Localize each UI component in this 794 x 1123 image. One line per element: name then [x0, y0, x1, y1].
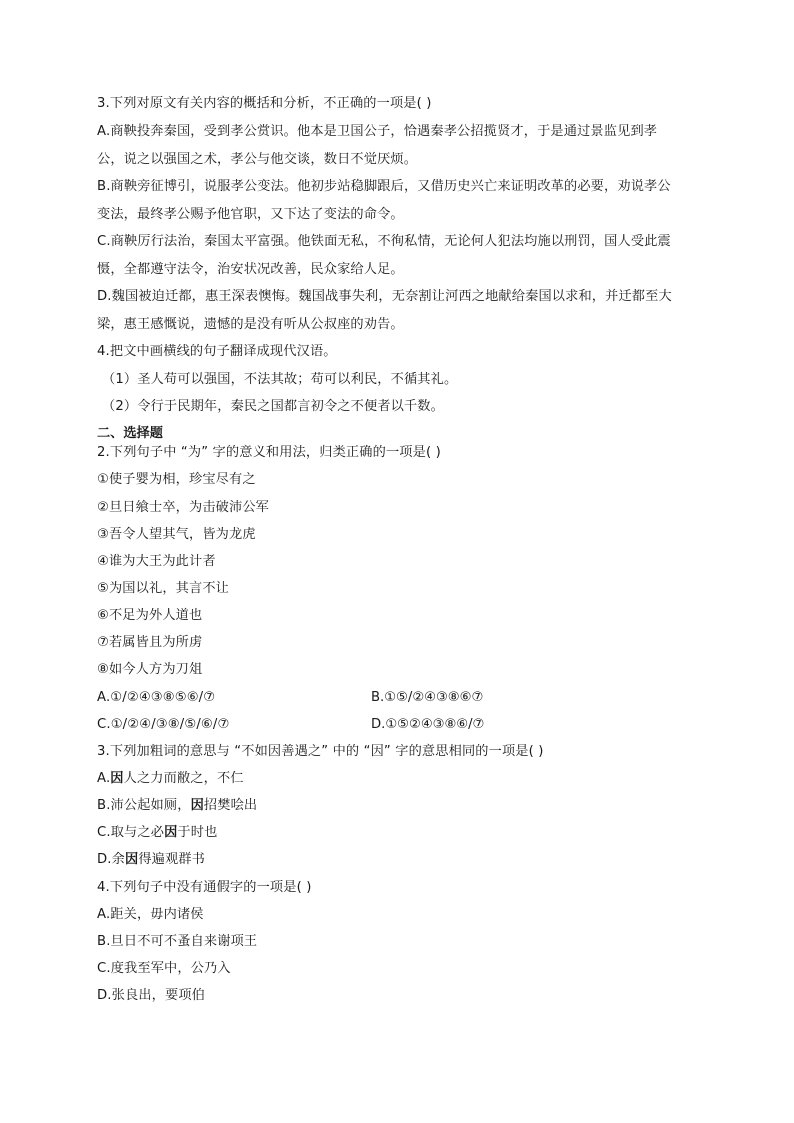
bold-word: 因	[164, 825, 178, 840]
question-2-stem: 2.下列句子中 “为” 字的意义和用法，归类正确的一项是( )	[97, 445, 441, 460]
question-3b-option-a	[97, 770, 244, 788]
question-4b-stem: 4.下列句子中没有通假字的一项是( )	[97, 880, 312, 895]
question-2-sentence-3: ③吾令人望其气，皆为龙虎	[97, 527, 256, 542]
option-prefix: A.	[97, 771, 111, 786]
bold-word: 因	[190, 798, 204, 813]
question-3b-option-b	[97, 797, 257, 815]
question-3a-option-b-line1: B.商鞅旁征博引，说服孝公变法。他初步站稳脚跟后，又借历史兴亡来证明改革的必要，劝说孝公	[97, 179, 671, 194]
question-2-sentence-5: ⑤为国以礼，其言不让	[97, 581, 230, 596]
question-2-choice-c: C.①/②④/③⑧/⑤/⑥/⑦	[97, 717, 230, 732]
option-rest: 得遍观群书	[138, 852, 206, 867]
question-2-choice-d: D.①⑤②④③⑧⑥/⑦	[371, 717, 485, 732]
question-3a-option-a-line1: A.商鞅投奔秦国，受到孝公赏识。他本是卫国公子，恰遇秦孝公招揽贤才，于是通过景监见到孝	[97, 124, 658, 139]
option-rest: 于时也	[177, 825, 218, 840]
question-2-sentence-1: ①使子婴为相，珍宝尽有之	[97, 472, 256, 487]
question-2-sentence-7: ⑦若属皆且为所虏	[97, 635, 203, 650]
question-2-sentence-4: ④谁为大王为此计者	[97, 554, 216, 569]
question-4b-option-b: B.旦日不可不蚤自来谢项王	[97, 934, 258, 949]
option-rest: 招樊哙出	[203, 798, 258, 813]
bold-word: 因	[110, 771, 124, 786]
option-prefix: B.沛公起如厕，	[97, 798, 191, 813]
section-2-title: 二、选择题	[97, 426, 163, 441]
question-2-sentence-2: ②旦日飨士卒，为击破沛公军	[97, 500, 270, 515]
question-3a-stem: 3.下列对原文有关内容的概括和分析，不正确的一项是( )	[97, 96, 432, 111]
question-4a-stem: 4.把文中画横线的句子翻译成现代汉语。	[97, 344, 337, 359]
question-4b-option-d: D.张良出，要项伯	[97, 988, 206, 1003]
question-4b-option-c: C.度我至军中，公乃入	[97, 961, 231, 976]
question-3b-option-c	[97, 824, 217, 842]
question-2-sentence-6: ⑥不足为外人道也	[97, 608, 203, 623]
question-2-choice-b: B.①⑤/②④③⑧⑥⑦	[371, 690, 484, 705]
option-rest: 人之力而敝之，不仁	[123, 771, 244, 786]
question-3b-stem: 3.下列加粗词的意思与 “不如因善遇之” 中的 “因” 字的意思相同的一项是( )	[97, 744, 544, 759]
bold-word: 因	[124, 852, 139, 867]
question-4b-option-a: A.距关，毋内诸侯	[97, 907, 204, 922]
question-2-sentence-8: ⑧如今人方为刀俎	[97, 662, 203, 677]
question-2-choice-a: A.①/②④③⑧⑤⑥/⑦	[97, 690, 216, 705]
question-3b-option-d	[97, 851, 205, 869]
question-3a-option-c-line1: C.商鞅厉行法治，秦国太平富强。他铁面无私，不徇私情，无论何人犯法均施以刑罚，国人受此震	[97, 234, 671, 249]
option-prefix: D.余	[97, 852, 125, 867]
question-3a-option-c-line2: 慑，全都遵守法令，治安状况改善，民众家给人足。	[97, 262, 404, 277]
question-3a-option-d-line2: 梁，惠王感慨说，遗憾的是没有听从公叔座的劝告。	[97, 317, 404, 332]
question-3a-option-b-line2: 变法，最终孝公赐予他官职，又下达了变法的命令。	[97, 207, 404, 222]
question-4a-item-1: （1）圣人苟可以强国，不法其故；苟可以利民，不循其礼。	[102, 372, 458, 387]
question-4a-item-2: （2）令行于民期年，秦民之国都言初令之不便者以千数。	[102, 399, 444, 414]
question-3a-option-d-line1: D.魏国被迫迁都，惠王深表懊悔。魏国战事失利，无奈割让河西之地献给秦国以求和，并迁都至大	[97, 289, 672, 304]
question-3a-option-a-line2: 公，说之以强国之术，孝公与他交谈，数日不觉厌烦。	[97, 152, 418, 167]
option-prefix: C.取与之必	[97, 825, 165, 840]
